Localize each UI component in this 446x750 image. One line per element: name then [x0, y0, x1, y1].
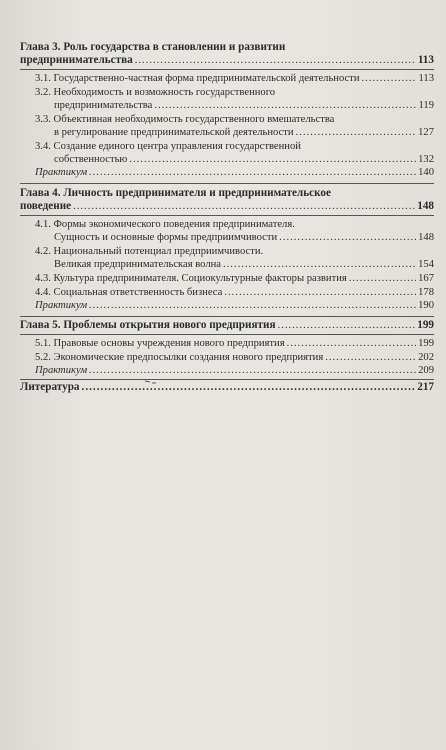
section-line: 4.3. Культура предпринимателя. Социокультурные факторы развития [35, 273, 347, 284]
practicum-label: Практикум [35, 365, 88, 376]
section-line: 4.4. Социальная ответственность бизнеса [35, 287, 223, 298]
leader-dots [287, 337, 417, 350]
section-4-4 [20, 286, 434, 299]
leader-dots [73, 200, 415, 213]
section-page: 202 [418, 352, 434, 363]
literature-page: 217 [417, 381, 434, 393]
section-line: 3.4. Создание единого центра управления государственной [35, 141, 301, 152]
section-3-2 [20, 86, 434, 112]
ink-smudge-mark [144, 380, 158, 384]
leader-dots [224, 286, 416, 299]
section-line: 4.2. Национальный потенциал предприимчивости. [35, 246, 264, 257]
leader-dots [223, 258, 416, 271]
section-line: 3.2. Необходимость и возможность государственного [35, 87, 276, 98]
practicum-label: Практикум [35, 300, 88, 311]
chapter-title-row [20, 319, 434, 332]
chapter-title-line2: поведение [20, 200, 72, 212]
practicum-page: 140 [418, 167, 434, 178]
leader-dots [349, 272, 416, 285]
leader-dots [89, 166, 416, 179]
leader-dots [129, 153, 416, 166]
section-page: 178 [418, 287, 434, 298]
leader-dots [135, 54, 416, 67]
practicum-page: 209 [418, 365, 434, 376]
section-page: 154 [418, 259, 434, 270]
section-5-1 [20, 337, 434, 350]
section-line: в регулирование предпринимательской деятельности [54, 127, 294, 138]
chapter-title-line1: Глава 4. Личность предпринимателя и предпринимательское [20, 187, 331, 199]
section-page: 167 [418, 273, 434, 284]
practicum-3 [20, 166, 434, 179]
section-page: 132 [418, 154, 434, 165]
section-line: 3.3. Объективная необходимость государственного вмешательства [35, 114, 335, 125]
chapter-4-heading [20, 183, 434, 216]
literature-entry [20, 381, 434, 394]
section-page: 127 [418, 127, 434, 138]
leader-dots [362, 72, 417, 85]
chapter-title-line1: Глава 3. Роль государства в становлении и развитии [20, 41, 286, 53]
leader-dots [89, 364, 416, 377]
chapter-5-heading [20, 316, 434, 335]
practicum-4 [20, 299, 434, 312]
leader-dots [296, 126, 417, 139]
leader-dots [82, 381, 416, 394]
section-line: собственностью [54, 154, 128, 165]
chapter-title-line2: предпринимательства [20, 54, 133, 66]
practicum-label: Практикум [35, 167, 88, 178]
section-page: 199 [418, 338, 434, 349]
chapter-title-row [20, 200, 434, 213]
section-line: Великая предпринимательская волна [54, 259, 221, 270]
section-page: 119 [418, 100, 434, 111]
section-3-3 [20, 113, 434, 139]
leader-dots [89, 299, 416, 312]
table-of-contents [20, 40, 434, 394]
chapter-title-line1: Глава 5. Проблемы открытия нового предприятия [20, 319, 276, 331]
section-3-1 [20, 72, 434, 85]
section-4-3 [20, 272, 434, 285]
practicum-page: 190 [418, 300, 434, 311]
chapter-page: 199 [417, 319, 434, 331]
section-page: 113 [418, 73, 434, 84]
literature-label: Литература [20, 381, 80, 393]
chapter-page: 113 [417, 54, 434, 66]
section-4-1 [20, 218, 434, 244]
chapter-title-row [20, 54, 434, 67]
leader-dots [279, 231, 416, 244]
section-line: 5.1. Правовые основы учреждения нового предприятия [35, 338, 285, 349]
section-line: предпринимательства [54, 100, 153, 111]
leader-dots [325, 351, 416, 364]
leader-dots [278, 319, 416, 332]
section-3-4 [20, 140, 434, 166]
section-line: 5.2. Экономические предпосылки создания нового предприятия [35, 352, 324, 363]
practicum-5 [20, 364, 434, 380]
section-4-2 [20, 245, 434, 271]
section-page: 148 [418, 232, 434, 243]
section-5-2 [20, 351, 434, 364]
chapter-3-heading [20, 40, 434, 70]
section-line: 4.1. Формы экономического поведения предпринимателя. [35, 219, 295, 230]
chapter-page: 148 [417, 200, 434, 212]
leader-dots [154, 99, 416, 112]
section-line: Сущность и основные формы предприимчивости [54, 232, 278, 243]
section-line: 3.1. Государственно-частная форма предпринимательской деятельности [35, 73, 360, 84]
